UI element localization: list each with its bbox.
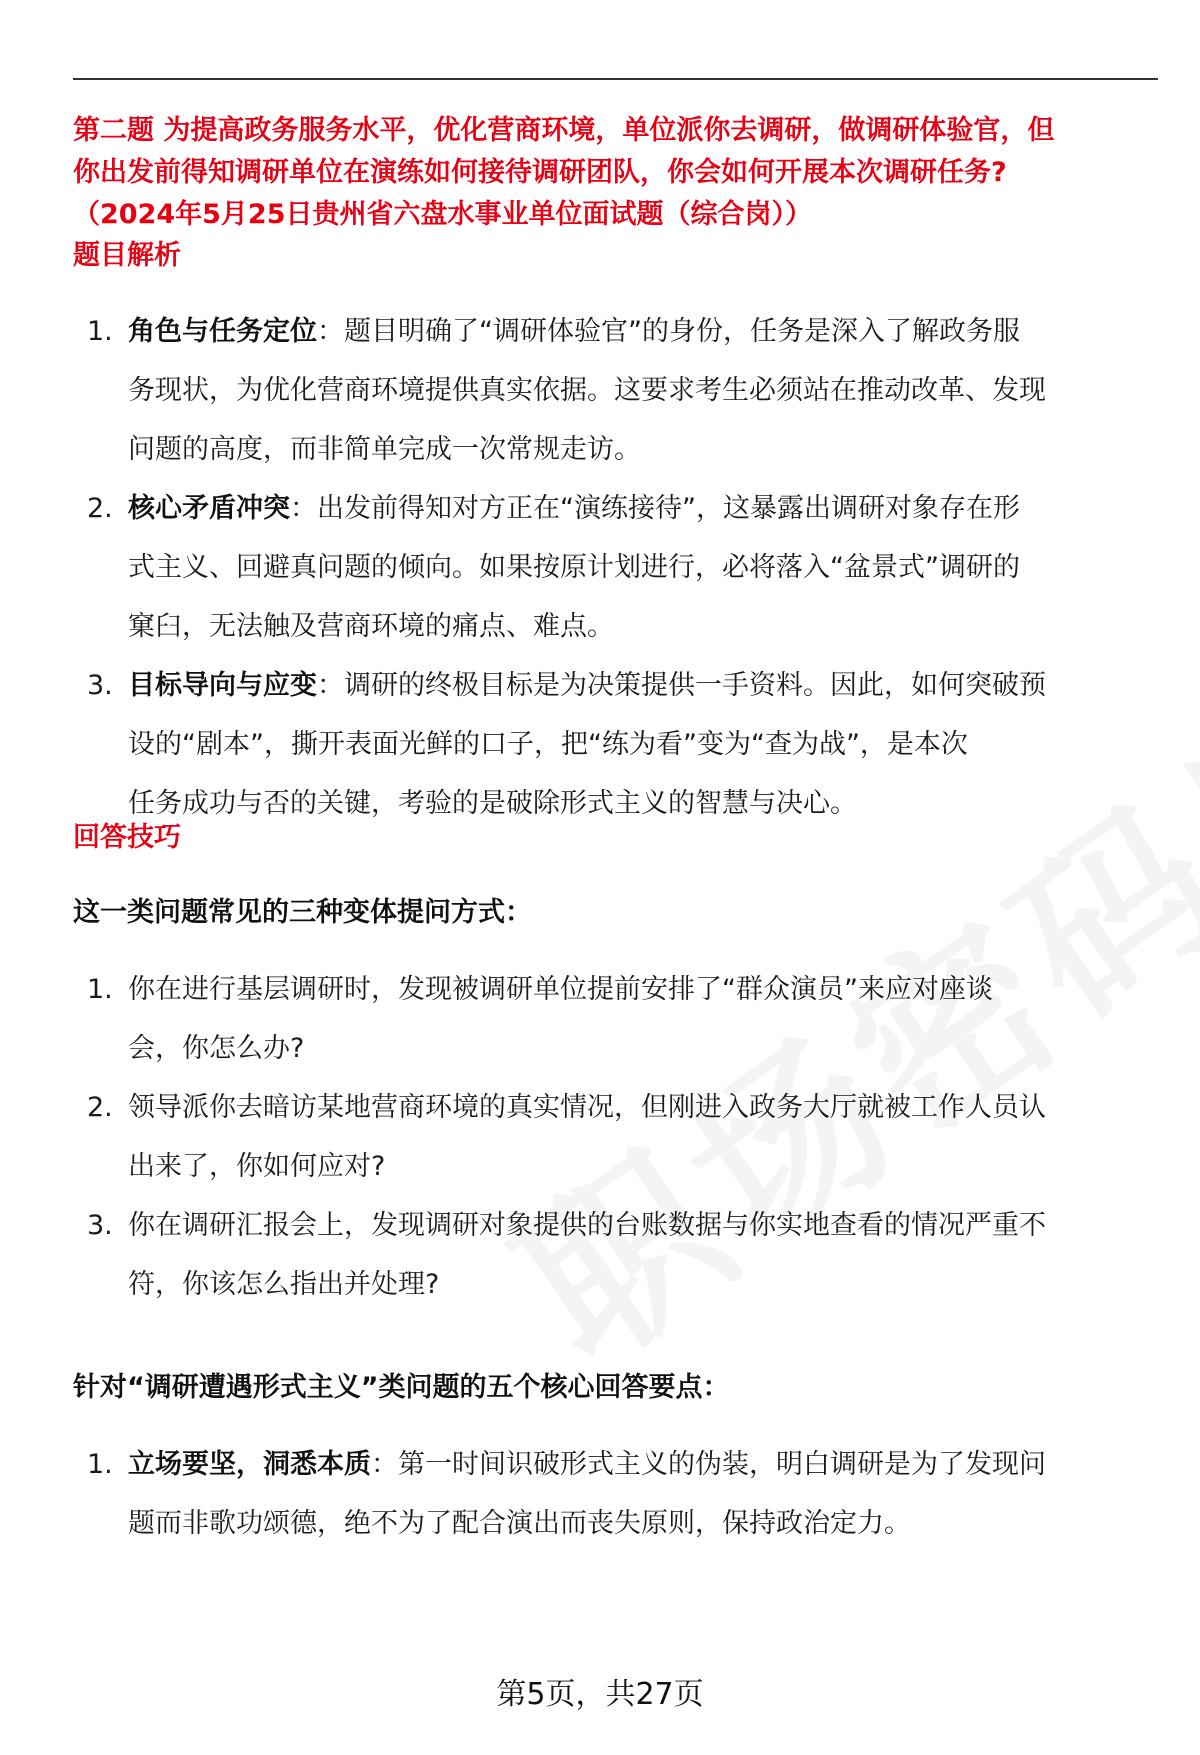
item-line: 窠臼，无法触及营商环境的痛点、难点。 bbox=[128, 611, 614, 642]
list-item bbox=[73, 656, 1143, 833]
item-line: 式主义、回避真问题的倾向。如果按原计划进行，必将落入“盆景式”调研的 bbox=[128, 552, 1020, 583]
item-line bbox=[128, 1435, 1143, 1494]
item-line bbox=[128, 302, 1143, 361]
variants-list bbox=[73, 960, 1143, 1314]
item-line: 领导派你去暗访某地营商环境的真实情况，但刚进入政务大厅就被工作人员认 bbox=[128, 1092, 1046, 1123]
list-number: 3. bbox=[87, 1210, 113, 1241]
list-number: 2. bbox=[87, 1092, 113, 1123]
list-item bbox=[73, 1196, 1143, 1314]
question-line: （2024年5月25日贵州省六盘水事业单位面试题（综合岗）） bbox=[73, 199, 813, 230]
item-line: 设的“剧本”，撕开表面光鲜的口子，把“练为看”变为“查为战”，是本次 bbox=[128, 729, 968, 760]
points-list bbox=[73, 1435, 1143, 1553]
item-term: 核心矛盾冲突 bbox=[128, 493, 290, 524]
item-line bbox=[128, 479, 1143, 538]
question-line: 你出发前得知调研单位在演练如何接待调研团队，你会如何开展本次调研任务? bbox=[73, 157, 1007, 188]
item-line: 任务成功与否的关键，考验的是破除形式主义的智慧与决心。 bbox=[128, 788, 857, 819]
item-line: 你在进行基层调研时，发现被调研单位提前安排了“群众演员”来应对座谈 bbox=[128, 974, 993, 1005]
item-line: 出来了，你如何应对? bbox=[128, 1151, 386, 1182]
item-term: 角色与任务定位 bbox=[128, 316, 317, 347]
list-item bbox=[73, 1078, 1143, 1196]
item-line: 题而非歌功颂德，绝不为了配合演出而丧失原则，保持政治定力。 bbox=[128, 1508, 911, 1539]
item-line: 你在调研汇报会上，发现调研对象提供的台账数据与你实地查看的情况严重不 bbox=[128, 1210, 1046, 1241]
item-line: 务现状，为优化营商环境提供真实依据。这要求考生必须站在推动改革、发现 bbox=[128, 375, 1046, 406]
item-text: ：出发前得知对方正在“演练接待”，这暴露出调研对象存在形 bbox=[290, 493, 1020, 524]
question-title bbox=[73, 110, 1163, 236]
variants-heading: 这一类问题常见的三种变体提问方式： bbox=[73, 897, 532, 928]
item-line: 问题的高度，而非简单完成一次常规走访。 bbox=[128, 434, 641, 465]
list-number: 1. bbox=[87, 316, 113, 347]
item-line: 符，你该怎么指出并处理? bbox=[128, 1269, 440, 1300]
analysis-list bbox=[73, 302, 1143, 833]
list-item bbox=[73, 302, 1143, 479]
list-number: 2. bbox=[87, 493, 113, 524]
item-term: 目标导向与应变 bbox=[128, 670, 317, 701]
item-line: 会，你怎么办? bbox=[128, 1033, 305, 1064]
item-text: ：题目明确了“调研体验官”的身份，任务是深入了解政务服 bbox=[317, 316, 1020, 347]
list-item bbox=[73, 479, 1143, 656]
item-text: ：调研的终极目标是为决策提供一手资料。因此，如何突破预 bbox=[317, 670, 1046, 701]
list-number: 3. bbox=[87, 670, 113, 701]
header-rule bbox=[73, 78, 1158, 80]
list-number: 1. bbox=[87, 1449, 113, 1480]
list-item bbox=[73, 1435, 1143, 1553]
list-item bbox=[73, 960, 1143, 1078]
item-text: ：第一时间识破形式主义的伪装，明白调研是为了发现问 bbox=[371, 1449, 1046, 1480]
question-line: 第二题 为提高政务服务水平，优化营商环境，单位派你去调研，做调研体验官，但 bbox=[73, 115, 1055, 146]
analysis-heading: 题目解析 bbox=[73, 240, 181, 271]
points-heading: 针对“调研遭遇形式主义”类问题的五个核心回答要点： bbox=[73, 1372, 730, 1403]
list-number: 1. bbox=[87, 974, 113, 1005]
skills-heading: 回答技巧 bbox=[73, 822, 181, 853]
item-term: 立场要坚，洞悉本质 bbox=[128, 1449, 371, 1480]
page-number: 第5页，共27页 bbox=[496, 1677, 704, 1712]
item-line bbox=[128, 656, 1143, 715]
